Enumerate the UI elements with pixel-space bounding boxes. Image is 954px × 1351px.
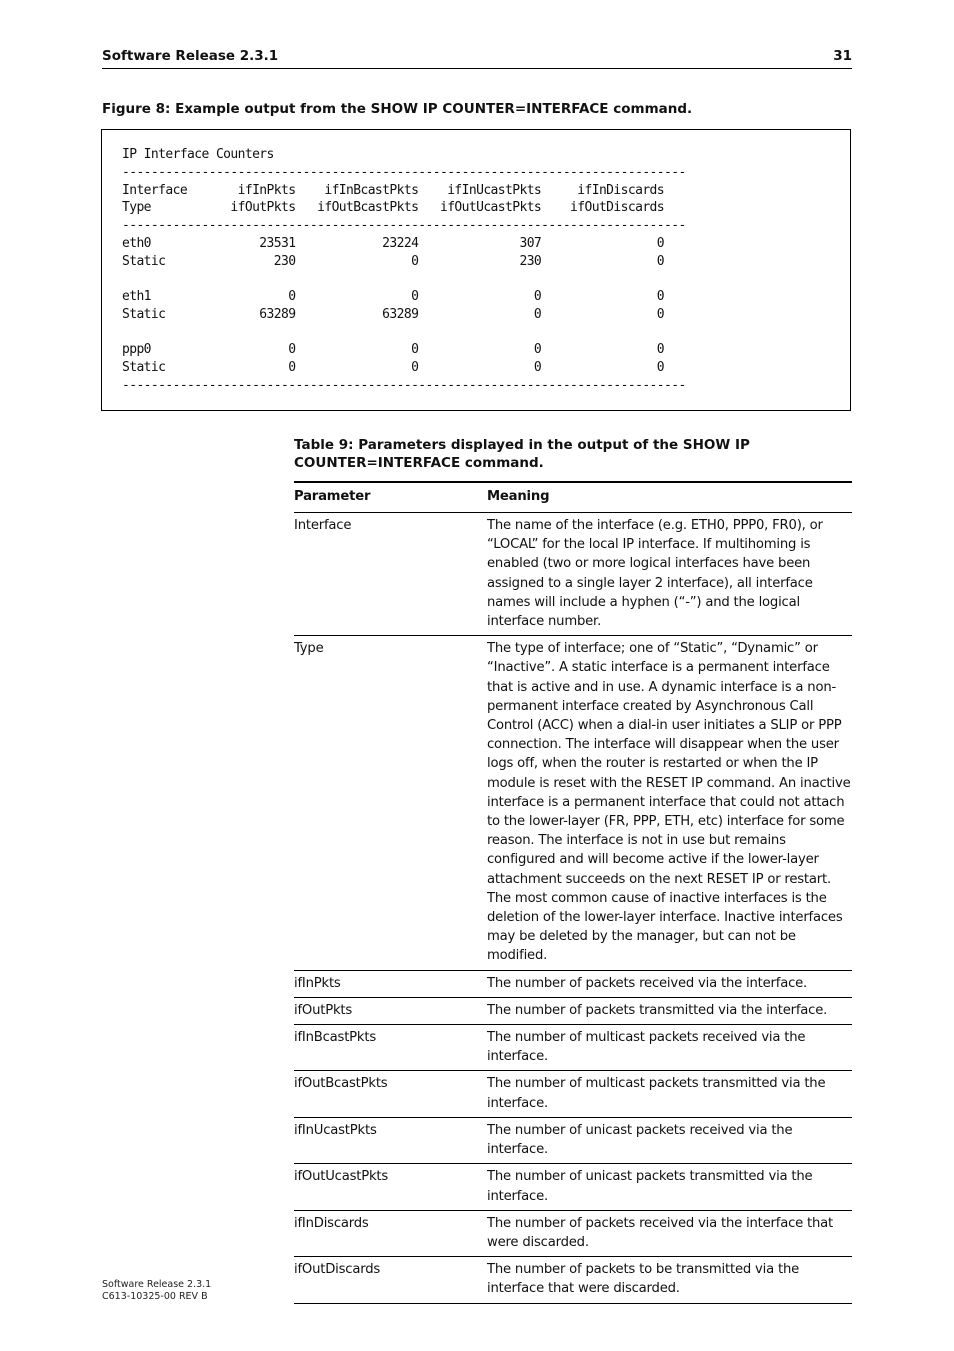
code-line: Static 0 0 0 0 (122, 360, 665, 375)
table-row (294, 1257, 852, 1303)
parameter-name: ifInUcastPkts (294, 1117, 487, 1163)
figure-caption: Figure 8: Example output from the SHOW IP COUNTER=INTERFACE command. (102, 101, 693, 117)
code-line: Static 63289 63289 0 0 (122, 306, 665, 322)
table-row (294, 997, 852, 1024)
code-line: IP Interface Counters (122, 147, 274, 162)
parameter-meaning: The name of the interface (e.g. ETH0, PPP0, FR0), or “LOCAL” for the local IP interface. If multihoming is enabled (two or more logical interfaces have been assigned to a single layer 2 interface), all interface names will include a hyphen (“-”) and the logical interface number. (487, 513, 852, 636)
parameter-name: Interface (294, 513, 487, 636)
page-number: 31 (833, 48, 852, 64)
table-row (294, 970, 852, 997)
code-line: ------------------------------------------------------------------------------ (122, 377, 686, 393)
table-caption: Table 9: Parameters displayed in the output of the SHOW IP COUNTER=INTERFACE command. (294, 437, 750, 471)
code-line: eth0 23531 23224 307 0 (122, 235, 665, 251)
parameter-name: ifInBcastPkts (294, 1025, 487, 1071)
parameter-meaning: The number of packets received via the interface. (487, 970, 852, 997)
code-line: ------------------------------------------------------------------------------ (122, 218, 686, 233)
parameter-name: ifOutDiscards (294, 1257, 487, 1303)
table-row (294, 1071, 852, 1117)
parameter-name: ifInPkts (294, 970, 487, 997)
column-header-parameter: Parameter (294, 482, 487, 513)
table-row (294, 1117, 852, 1163)
parameter-meaning: The number of unicast packets transmitted via the interface. (487, 1164, 852, 1210)
table-header-row (294, 482, 852, 513)
parameter-name: ifInDiscards (294, 1210, 487, 1256)
code-line: Interface ifInPkts ifInBcastPkts ifInUcastPkts ifInDiscards (122, 182, 665, 198)
column-header-meaning: Meaning (487, 482, 852, 513)
page-header (102, 48, 852, 69)
parameter-meaning: The number of packets received via the interface that were discarded. (487, 1210, 852, 1256)
code-line: eth1 0 0 0 0 (122, 289, 665, 304)
table-row (294, 1025, 852, 1071)
parameter-meaning: The number of packets to be transmitted via the interface that were discarded. (487, 1257, 852, 1303)
parameter-meaning: The number of packets transmitted via the interface. (487, 997, 852, 1024)
parameter-meaning: The type of interface; one of “Static”, “Dynamic” or “Inactive”. A static interface is a permanent interface that is active and in use. A dynamic interface is a non-permanent interface created by Asynchronous Call Control (ACC) when a dial-in user initiates a SLIP or PPP connection. The interface will disappear when the user logs off, when the router is restarted or when the IP module is reset with the RESET IP command. An inactive interface is a permanent interface that could not attach to the lower-layer (FR, PPP, ETH, etc) interface for some reason. The interface is not in use but remains configured and will become active if the lower-layer attachment succeeds on the next RESET IP or restart. The most common cause of inactive interfaces is the deletion of the lower-layer interface. Inactive interfaces may be deleted by the manager, but can not be modified. (487, 636, 852, 970)
parameter-meaning: The number of multicast packets transmitted via the interface. (487, 1071, 852, 1117)
footer-doc-id: C613-10325-00 REV B (102, 1291, 208, 1302)
parameter-name: ifOutPkts (294, 997, 487, 1024)
table-row (294, 636, 852, 970)
parameter-meaning: The number of unicast packets received via the interface. (487, 1117, 852, 1163)
parameter-meaning: The number of multicast packets received via the interface. (487, 1025, 852, 1071)
parameter-name: ifOutBcastPkts (294, 1071, 487, 1117)
parameter-name: Type (294, 636, 487, 970)
command-output (122, 146, 686, 395)
command-output-box (101, 129, 851, 411)
table-row (294, 1210, 852, 1256)
code-line: ------------------------------------------------------------------------------ (122, 164, 686, 180)
page-footer (102, 1279, 211, 1303)
code-line: Static 230 0 230 0 (122, 253, 665, 269)
code-line: Type ifOutPkts ifOutBcastPkts ifOutUcastPkts ifOutDiscards (122, 200, 665, 216)
parameters-table (294, 481, 852, 1304)
footer-release: Software Release 2.3.1 (102, 1279, 212, 1290)
header-title: Software Release 2.3.1 (102, 48, 279, 64)
table-row (294, 1164, 852, 1210)
code-line: ppp0 0 0 0 0 (122, 342, 665, 358)
parameter-name: ifOutUcastPkts (294, 1164, 487, 1210)
table-row (294, 513, 852, 636)
